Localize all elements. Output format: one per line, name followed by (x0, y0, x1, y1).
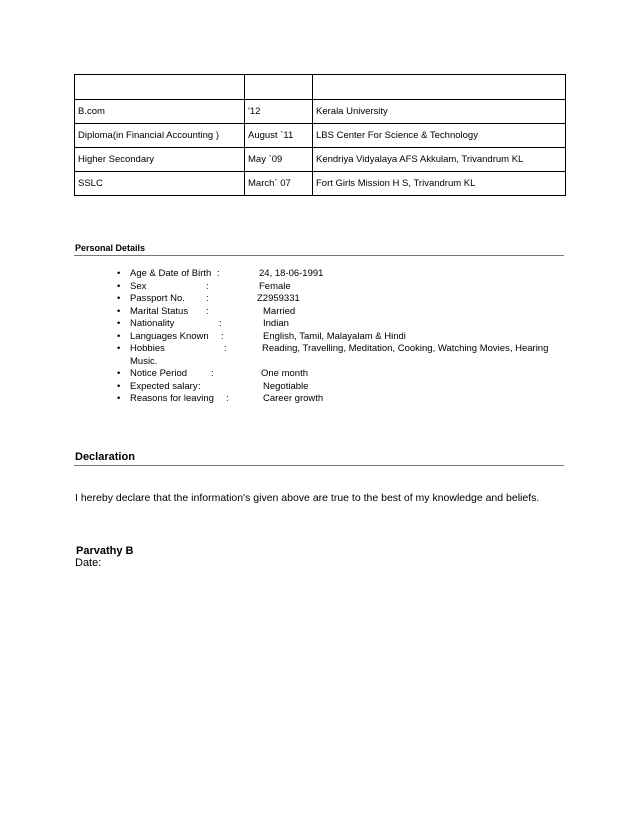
detail-separator: : (226, 393, 229, 404)
detail-value: Z2959331 (257, 293, 300, 304)
personal-details-list (117, 268, 557, 406)
detail-label: Sex (130, 280, 147, 292)
table-cell: March` 07 (245, 172, 313, 196)
detail-value: Career growth (263, 393, 324, 404)
detail-label: Marital Status (130, 305, 189, 317)
bullet-icon: • (117, 268, 121, 279)
detail-separator: : (206, 305, 209, 317)
list-item (117, 318, 557, 331)
list-item (117, 393, 557, 406)
detail-value: Married (263, 305, 296, 317)
table-cell (245, 75, 313, 100)
education-table (74, 74, 566, 196)
detail-separator: : (224, 343, 227, 354)
detail-label: Languages Known (130, 330, 209, 342)
detail-value: Reading, Travelling, Meditation, Cooking, Watching Movies, Hearing Music. (130, 343, 549, 367)
section-divider (74, 255, 564, 256)
detail-separator: : (219, 318, 222, 329)
detail-value: Indian (263, 318, 289, 329)
detail-label: Passport No. (130, 293, 185, 304)
signature-date-label: Date: (75, 557, 102, 569)
detail-separator: : (198, 380, 201, 392)
table-cell: Fort Girls Mission H S, Trivandrum KL (313, 172, 566, 196)
table-header-row (75, 75, 566, 100)
detail-label: Nationality (130, 318, 175, 329)
table-cell: SSLC (75, 172, 245, 196)
bullet-icon: • (117, 368, 121, 379)
table-row (75, 172, 566, 196)
bullet-icon: • (117, 380, 121, 392)
detail-label: Expected salary (130, 380, 198, 392)
signature-name: Parvathy B (76, 545, 134, 557)
detail-value: Negotiable (263, 380, 309, 392)
table-cell: LBS Center For Science & Technology (313, 124, 566, 148)
table-cell: May `09 (245, 148, 313, 172)
detail-value: Female (259, 280, 291, 292)
table-row (75, 124, 566, 148)
table-cell: Diploma(in Financial Accounting ) (75, 124, 245, 148)
table-row (75, 100, 566, 124)
table-cell: Kendriya Vidyalaya AFS Akkulam, Trivandrum KL (313, 148, 566, 172)
table-cell (313, 75, 566, 100)
detail-separator: : (211, 368, 214, 379)
detail-separator: : (221, 330, 224, 342)
list-item (117, 331, 557, 344)
detail-separator: : (217, 268, 220, 279)
bullet-icon: • (117, 318, 121, 329)
bullet-icon: • (117, 393, 121, 404)
list-item (117, 293, 557, 306)
section-divider (74, 465, 564, 466)
detail-label: Reasons for leaving (130, 393, 214, 404)
declaration-text: I hereby declare that the information's given above are true to the best of my knowledge and beliefs. (75, 492, 540, 504)
detail-value: One month (261, 368, 308, 379)
detail-separator: : (206, 280, 209, 292)
table-cell: Kerala University (313, 100, 566, 124)
bullet-icon: • (117, 343, 121, 354)
list-item (117, 306, 557, 319)
detail-label: Hobbies (130, 343, 165, 354)
table-cell: Higher Secondary (75, 148, 245, 172)
detail-value: English, Tamil, Malayalam & Hindi (263, 330, 406, 342)
list-item (117, 281, 557, 294)
detail-label: Notice Period (130, 368, 188, 379)
detail-separator: : (206, 293, 209, 304)
detail-label: Age & Date of Birth (130, 268, 212, 279)
bullet-icon: • (117, 330, 121, 342)
list-item (117, 268, 557, 281)
table-cell (75, 75, 245, 100)
table-row (75, 148, 566, 172)
detail-value: 24, 18-06-1991 (259, 268, 324, 279)
table-cell: B.com (75, 100, 245, 124)
list-item (117, 368, 557, 381)
declaration-title: Declaration (75, 451, 135, 463)
bullet-icon: • (117, 293, 121, 304)
bullet-icon: • (117, 280, 121, 292)
table-cell: August `11 (245, 124, 313, 148)
table-cell: '12 (245, 100, 313, 124)
bullet-icon: • (117, 305, 121, 317)
list-item (117, 343, 557, 368)
personal-details-title: Personal Details (75, 243, 146, 253)
list-item (117, 381, 557, 394)
